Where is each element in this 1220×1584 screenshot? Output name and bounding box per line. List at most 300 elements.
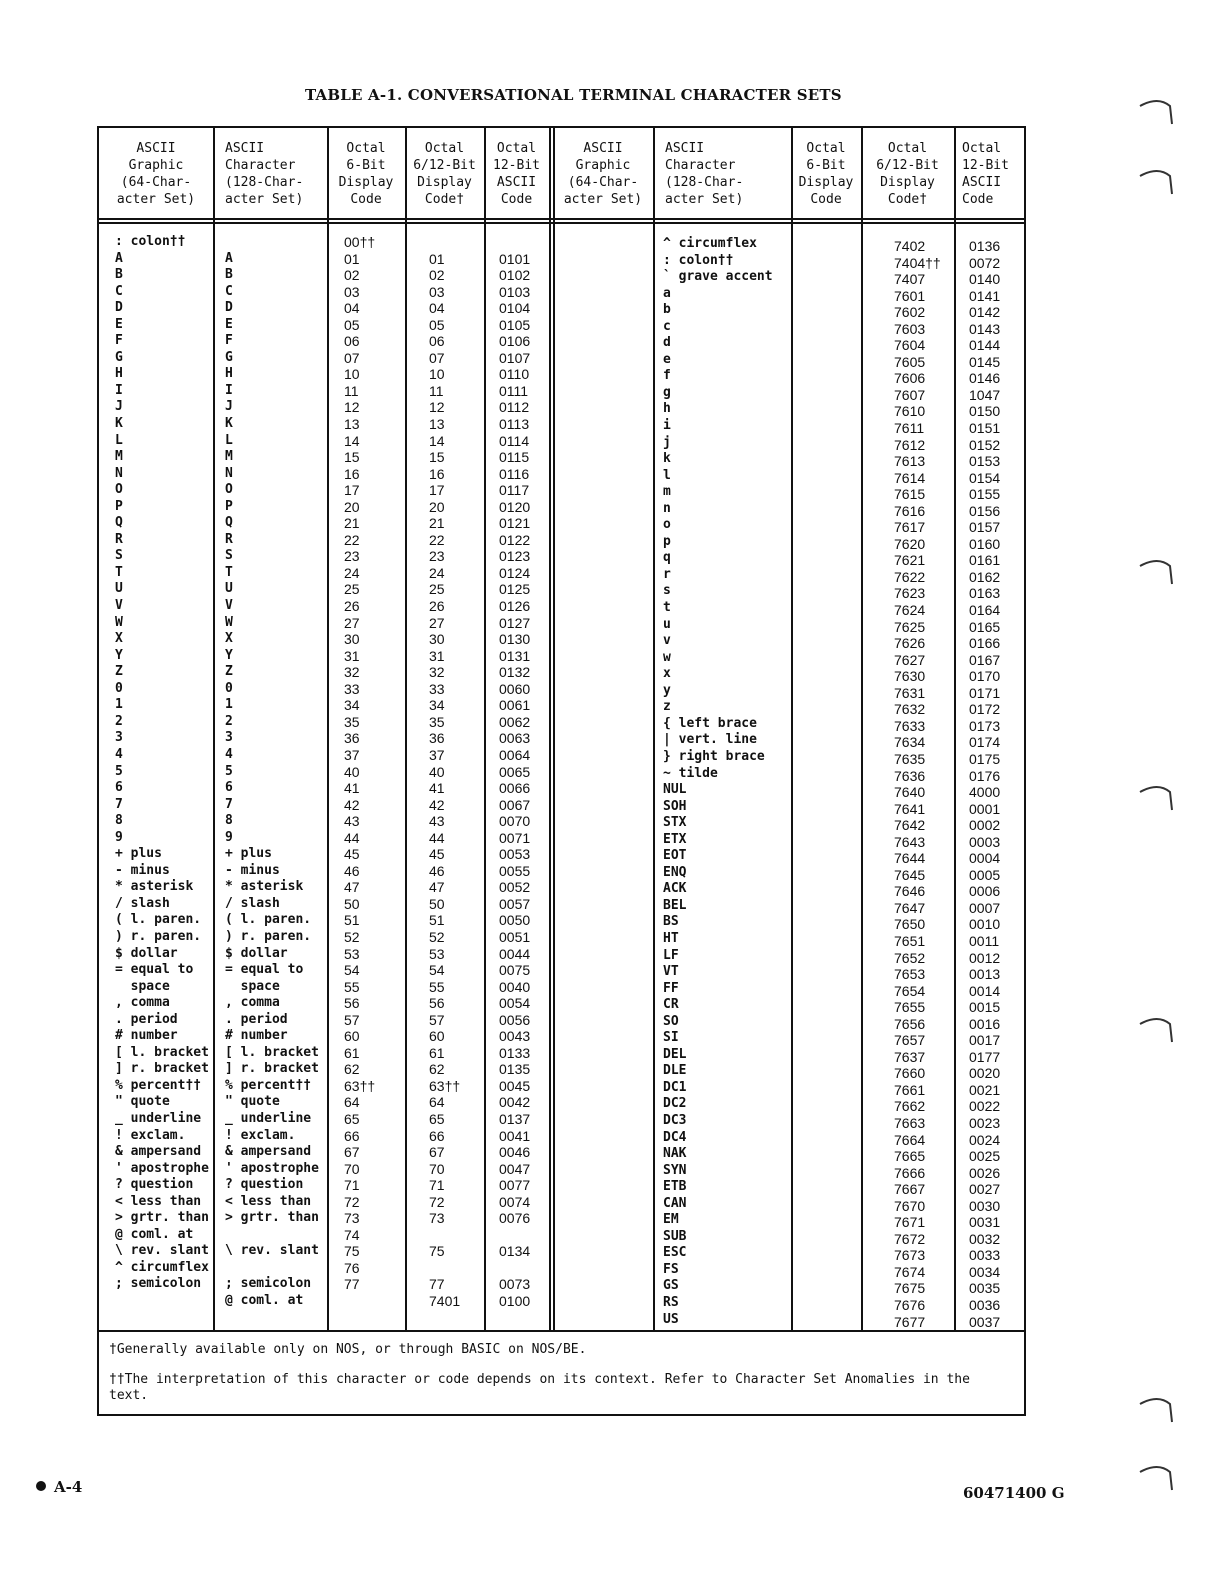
right-display612-cell: 7632 <box>894 701 926 718</box>
right-char128-cell: z <box>663 699 671 715</box>
left-char128-cell: [ l. bracket <box>225 1044 319 1060</box>
right-display612-cell: 7617 <box>894 519 926 536</box>
left-graphic64-cell: * asterisk <box>115 879 194 895</box>
right-display612-cell: 7672 <box>894 1230 926 1247</box>
left-char128-cell: K <box>225 416 233 432</box>
left-char128-cell: ) r. paren. <box>225 928 312 944</box>
left-graphic64-cell: G <box>115 349 123 365</box>
left-graphic64-cell: ; semicolon <box>115 1276 202 1292</box>
left-display612-cell: 30 <box>429 631 445 648</box>
left-graphic64-cell: F <box>115 333 123 349</box>
right-char128-cell: r <box>663 566 671 582</box>
right-display612-cell: 7631 <box>894 684 926 701</box>
left-display6-cell: 24 <box>344 564 360 581</box>
left-ascii12-cell: 0115 <box>499 449 530 466</box>
right-ascii12-cell: 0024 <box>969 1131 1001 1148</box>
left-display612-cell: 43 <box>429 813 445 830</box>
left-char128-cell: D <box>225 300 233 316</box>
right-display612-cell: 7662 <box>894 1098 926 1115</box>
left-display6-cell: 47 <box>344 879 360 896</box>
left-graphic64-cell: ( l. paren. <box>115 912 202 928</box>
left-char128-cell: R <box>225 531 233 547</box>
right-char128-cell: ` grave accent <box>663 269 773 285</box>
right-display612-cell: 7620 <box>894 535 926 552</box>
right-ascii12-cell: 0156 <box>969 502 1001 519</box>
left-display612-cell: 52 <box>429 928 445 945</box>
left-char128-cell: ' apostrophe <box>225 1160 319 1176</box>
left-display6-cell: 12 <box>344 399 360 416</box>
right-display612-cell: 7611 <box>894 420 925 437</box>
right-display612-cell: 7616 <box>894 502 926 519</box>
right-ascii12-cell: 0153 <box>969 453 1001 470</box>
left-ascii12-cell: 0124 <box>499 564 531 581</box>
left-display612-cell: 12 <box>429 399 445 416</box>
right-display612-cell: 7641 <box>894 800 926 817</box>
left-display6-cell: 40 <box>344 763 360 780</box>
right-char128-cell: b <box>663 302 671 318</box>
left-ascii12-cell: 0042 <box>499 1094 531 1111</box>
right-ascii12-cell: 0144 <box>969 337 1001 354</box>
right-ascii12-cell: 0031 <box>969 1214 1001 1231</box>
left-display6-cell: 46 <box>344 862 360 879</box>
left-graphic64-cell: O <box>115 482 123 498</box>
left-display6-cell: 21 <box>344 515 360 532</box>
footnote-double-dagger: ††The interpretation of this character or code depends on its context. Refer to Character Set Anomalies in the text. <box>109 1372 970 1403</box>
left-display6-cell: 73 <box>344 1210 360 1227</box>
left-display612-cell: 66 <box>429 1127 445 1144</box>
left-graphic64-cell: & ampersand <box>115 1144 202 1160</box>
table-title: TABLE A-1. CONVERSATIONAL TERMINAL CHARACTER SETS <box>305 86 842 104</box>
left-char128-cell: P <box>225 498 233 514</box>
left-graphic64-cell: 1 <box>115 697 123 713</box>
left-display6-cell: 75 <box>344 1243 360 1260</box>
left-display612-cell: 42 <box>429 796 445 813</box>
right-ascii12-cell: 0007 <box>969 899 1001 916</box>
left-display612-cell: 17 <box>429 482 445 499</box>
right-ascii12-cell: 0037 <box>969 1313 1001 1330</box>
left-char128-cell: _ underline <box>225 1110 312 1126</box>
left-char128-cell: 9 <box>225 829 233 845</box>
left-display612-cell: 57 <box>429 1011 445 1028</box>
right-display612-cell: 7640 <box>894 784 926 801</box>
left-ascii12-cell: 0127 <box>499 614 531 631</box>
right-ascii12-column <box>969 238 1000 1330</box>
left-display612-cell: 67 <box>429 1144 445 1161</box>
left-char128-cell: / slash <box>225 895 280 911</box>
left-char128-cell: @ coml. at <box>225 1293 304 1308</box>
left-graphic64-cell: 0 <box>115 680 123 696</box>
right-display612-cell: 7635 <box>894 750 926 767</box>
left-char128-cell: C <box>225 283 233 299</box>
left-display612-cell: 36 <box>429 730 445 747</box>
right-char128-cell: STX <box>663 815 687 831</box>
left-display612-cell: 10 <box>429 366 445 383</box>
left-display612-cell: 34 <box>429 697 445 714</box>
left-ascii12-cell: 0041 <box>499 1127 531 1144</box>
left-graphic64-cell: S <box>115 548 123 564</box>
left-display612-cell: 11 <box>429 382 444 399</box>
left-ascii12-cell: 0046 <box>499 1144 531 1161</box>
left-char128-cell: X <box>225 631 233 647</box>
right-ascii12-cell: 0163 <box>969 585 1001 602</box>
left-char128-cell: 8 <box>225 813 233 829</box>
header-octal-6bit-right: Octal 6-Bit Display Code <box>798 141 854 207</box>
left-display6-cell: 37 <box>344 746 360 763</box>
margin-mark-icon <box>1138 1394 1176 1424</box>
right-char128-cell: h <box>663 401 671 417</box>
right-char128-cell: EM <box>663 1212 679 1228</box>
left-char128-cell: O <box>225 482 233 498</box>
left-display6-cell: 20 <box>344 498 360 515</box>
left-char128-cell: ! exclam. <box>225 1127 296 1143</box>
left-display6-cell: 03 <box>344 283 360 300</box>
left-display612-cell: 16 <box>429 465 445 482</box>
right-char128-cell: u <box>663 616 671 632</box>
right-char128-cell: e <box>663 351 671 367</box>
right-char128-cell: NAK <box>663 1146 687 1162</box>
left-graphic64-cell: + plus <box>115 846 162 862</box>
left-display612-cell: 05 <box>429 316 445 333</box>
right-ascii12-cell: 0175 <box>969 750 1001 767</box>
right-char128-column <box>663 236 773 1328</box>
left-display6-cell <box>344 1293 375 1310</box>
left-char128-cell: N <box>225 465 233 481</box>
left-ascii12-cell: 0047 <box>499 1160 531 1177</box>
right-char128-cell: o <box>663 517 671 533</box>
left-char128-cell: F <box>225 333 233 349</box>
left-char128-cell: 5 <box>225 763 233 779</box>
left-display612-cell: 03 <box>429 283 445 300</box>
left-display6-cell: 61 <box>344 1044 360 1061</box>
page-number <box>36 1478 82 1496</box>
left-graphic64-cell: ) r. paren. <box>115 928 202 944</box>
header-octal-6bit: Octal 6-Bit Display Code <box>338 141 394 207</box>
left-ascii12-cell: 0105 <box>499 316 531 333</box>
left-char128-cell: 4 <box>225 746 233 762</box>
left-display6-cell: 36 <box>344 730 360 747</box>
left-char128-cell: S <box>225 548 233 564</box>
right-char128-cell: ~ tilde <box>663 765 718 781</box>
right-display612-cell: 7604 <box>894 337 926 354</box>
left-ascii12-cell: 0054 <box>499 995 531 1012</box>
left-ascii12-cell: 0065 <box>499 763 531 780</box>
right-char128-cell: y <box>663 682 671 698</box>
right-char128-cell: DC2 <box>663 1096 687 1112</box>
right-display612-cell: 7661 <box>894 1081 926 1098</box>
right-display612-cell: 7602 <box>894 304 926 321</box>
left-char128-cell: G <box>225 349 233 365</box>
left-display6-cell: 64 <box>344 1094 360 1111</box>
right-ascii12-cell: 0176 <box>969 767 1001 784</box>
left-display6-cell: 72 <box>344 1193 360 1210</box>
left-display612-cell <box>429 1227 460 1244</box>
right-char128-cell: f <box>663 368 671 384</box>
left-char128-cell: 6 <box>225 780 233 796</box>
right-char128-cell: DC1 <box>663 1079 687 1095</box>
left-ascii12-cell: 0071 <box>499 829 531 846</box>
left-graphic64-cell: [ l. bracket <box>115 1044 209 1060</box>
left-display612-cell: 22 <box>429 531 445 548</box>
right-display612-cell: 7666 <box>894 1164 926 1181</box>
right-char128-cell: l <box>663 467 671 483</box>
left-graphic64-cell: C <box>115 283 123 299</box>
left-display612-cell: 07 <box>429 349 445 366</box>
right-char128-cell: US <box>663 1311 679 1327</box>
left-ascii12-cell: 0043 <box>499 1028 531 1045</box>
left-display6-cell: 32 <box>344 664 360 681</box>
right-ascii12-cell: 0032 <box>969 1230 1001 1247</box>
right-ascii12-cell: 0005 <box>969 866 1001 883</box>
left-display6-column <box>344 234 375 1310</box>
left-char128-cell: & ampersand <box>225 1144 312 1160</box>
left-graphic64-cell: 2 <box>115 713 123 729</box>
left-ascii12-cell: 0126 <box>499 598 531 615</box>
right-ascii12-cell: 0145 <box>969 353 1001 370</box>
right-display612-cell: 7634 <box>894 734 926 751</box>
right-display612-cell: 7603 <box>894 320 926 337</box>
left-display612-cell: 47 <box>429 879 445 896</box>
right-display612-cell: 7654 <box>894 982 926 999</box>
right-ascii12-cell: 0151 <box>969 420 1001 437</box>
right-display612-cell: 7636 <box>894 767 926 784</box>
left-display612-cell: 7401 <box>429 1293 461 1309</box>
right-ascii12-cell: 0167 <box>969 651 1001 668</box>
left-ascii12-cell: 0132 <box>499 664 531 681</box>
right-display612-cell: 7650 <box>894 916 926 933</box>
right-display612-cell: 7621 <box>894 552 926 569</box>
left-char128-cell: I <box>225 382 233 398</box>
right-char128-cell: p <box>663 533 671 549</box>
left-ascii12-cell <box>499 1227 530 1244</box>
left-display6-cell: 57 <box>344 1011 360 1028</box>
left-ascii12-cell: 0070 <box>499 813 531 830</box>
left-ascii12-cell: 0056 <box>499 1011 531 1028</box>
left-ascii12-cell: 0121 <box>499 515 531 532</box>
left-graphic64-cell: % percent†† <box>115 1077 202 1093</box>
left-display612-cell: 63†† <box>429 1077 461 1094</box>
right-display612-cell: 7652 <box>894 949 926 966</box>
right-display612-cell: 7622 <box>894 568 926 585</box>
left-char128-cell: < less than <box>225 1193 312 1209</box>
right-ascii12-cell: 0026 <box>969 1164 1001 1181</box>
right-display612-cell: 7645 <box>894 866 926 883</box>
left-display6-cell: 14 <box>344 432 360 449</box>
left-display612-cell <box>429 234 460 251</box>
left-graphic64-cell: T <box>115 564 123 580</box>
right-ascii12-cell: 0001 <box>969 800 1001 817</box>
left-display6-cell: 25 <box>344 581 360 598</box>
right-ascii12-cell: 0020 <box>969 1065 1001 1082</box>
right-char128-cell: s <box>663 583 671 599</box>
left-char128-cell: U <box>225 581 233 597</box>
left-char128-cell: " quote <box>225 1094 280 1110</box>
right-char128-cell: ^ circumflex <box>663 236 757 251</box>
right-display612-cell: 7610 <box>894 403 926 420</box>
left-char128-cell: * asterisk <box>225 879 304 895</box>
right-display612-cell: 7614 <box>894 469 926 486</box>
left-ascii12-column <box>499 234 530 1310</box>
left-display612-cell: 65 <box>429 1110 445 1127</box>
left-graphic64-cell: ? question <box>115 1177 194 1193</box>
left-graphic64-cell: 6 <box>115 780 123 796</box>
right-char128-cell: DC4 <box>663 1129 687 1145</box>
left-char128-cell: L <box>225 432 233 448</box>
left-char128-cell: + plus <box>225 846 272 862</box>
left-display6-cell: 22 <box>344 531 360 548</box>
left-ascii12-cell: 0062 <box>499 713 531 730</box>
left-char128-cell: M <box>225 449 233 465</box>
left-display612-cell: 32 <box>429 664 445 681</box>
left-char128-cell <box>225 1227 319 1244</box>
left-display612-cell: 56 <box>429 995 445 1012</box>
left-char128-cell: 1 <box>225 697 233 713</box>
right-char128-cell: RS <box>663 1295 679 1310</box>
left-display6-cell: 56 <box>344 995 360 1012</box>
left-char128-cell: W <box>225 614 233 630</box>
right-ascii12-cell: 0014 <box>969 982 1001 999</box>
left-display6-cell: 11 <box>344 382 359 399</box>
right-char128-cell: m <box>663 484 671 500</box>
left-char128-cell: \ rev. slant <box>225 1243 319 1259</box>
left-display612-cell: 40 <box>429 763 445 780</box>
left-display612-cell: 77 <box>429 1276 445 1293</box>
left-display6-cell: 31 <box>344 647 360 664</box>
right-ascii12-cell: 0174 <box>969 734 1001 751</box>
header-octal-12bit-right: Octal 12-Bit ASCII Code <box>962 141 1009 207</box>
left-char128-cell: H <box>225 366 233 382</box>
left-graphic64-cell: M <box>115 449 123 465</box>
left-display612-cell: 14 <box>429 432 445 449</box>
left-display612-cell: 45 <box>429 846 445 863</box>
left-display612-cell <box>429 1260 460 1277</box>
character-set-table <box>97 126 1026 1416</box>
left-char128-cell <box>225 234 319 251</box>
footnote-dagger: †Generally available only on NOS, or through BASIC on NOS/BE. <box>109 1342 587 1357</box>
right-display612-cell: 7623 <box>894 585 926 602</box>
right-ascii12-cell: 0004 <box>969 850 1001 867</box>
left-graphic64-cell: ^ circumflex <box>115 1259 209 1275</box>
right-char128-cell: CAN <box>663 1195 687 1211</box>
left-display612-cell: 50 <box>429 895 445 912</box>
right-display612-cell: 7612 <box>894 436 926 453</box>
left-display6-cell: 65 <box>344 1110 360 1127</box>
left-display6-cell: 04 <box>344 300 360 317</box>
margin-mark-icon <box>1138 96 1176 126</box>
left-display6-cell: 53 <box>344 945 360 962</box>
left-ascii12-cell: 0106 <box>499 333 531 350</box>
right-char128-cell: DEL <box>663 1046 687 1062</box>
right-char128-cell: BS <box>663 914 679 930</box>
left-ascii12-cell: 0134 <box>499 1243 531 1260</box>
left-display6-cell: 77 <box>344 1276 360 1293</box>
left-char128-cell: # number <box>225 1028 288 1044</box>
left-ascii12-cell: 0045 <box>499 1077 531 1094</box>
left-graphic64-cell: E <box>115 316 123 332</box>
left-graphic64-cell: # number <box>115 1028 178 1044</box>
right-char128-cell: ACK <box>663 881 687 897</box>
left-ascii12-cell: 0100 <box>499 1293 531 1309</box>
left-display6-cell: 41 <box>344 780 360 797</box>
margin-mark-icon <box>1138 556 1176 586</box>
left-display6-cell: 45 <box>344 846 360 863</box>
margin-mark-icon <box>1138 1462 1176 1492</box>
left-display6-cell: 67 <box>344 1144 360 1161</box>
right-char128-cell: GS <box>663 1278 679 1294</box>
right-ascii12-cell: 0150 <box>969 403 1001 420</box>
left-graphic64-cell: , comma <box>115 995 170 1011</box>
left-graphic64-cell: - minus <box>115 862 170 878</box>
left-ascii12-cell: 0113 <box>499 416 530 433</box>
left-graphic64-cell: R <box>115 531 123 547</box>
left-ascii12-cell: 0133 <box>499 1044 531 1061</box>
left-graphic64-cell: 7 <box>115 796 123 812</box>
left-char128-cell: = equal to <box>225 962 304 978</box>
left-ascii12-cell: 0052 <box>499 879 531 896</box>
header-ascii-graphic-64: ASCII Graphic (64-Char- acter Set) <box>116 141 196 207</box>
left-ascii12-cell: 0073 <box>499 1276 531 1293</box>
left-display6-cell: 42 <box>344 796 360 813</box>
right-display612-cell: 7677 <box>894 1313 926 1330</box>
right-char128-cell: j <box>663 434 671 450</box>
left-graphic64-cell: N <box>115 465 123 481</box>
left-display612-cell: 60 <box>429 1028 445 1045</box>
left-ascii12-cell: 0107 <box>499 349 531 366</box>
left-char128-cell: 2 <box>225 713 233 729</box>
left-display6-cell: 70 <box>344 1160 360 1177</box>
right-ascii12-cell: 0002 <box>969 817 1001 834</box>
right-ascii12-cell: 0022 <box>969 1098 1001 1115</box>
left-graphic64-cell: . period <box>115 1011 178 1027</box>
left-display6-cell: 10 <box>344 366 360 383</box>
left-ascii12-cell: 0101 <box>499 250 531 267</box>
left-display6-cell: 51 <box>344 912 360 929</box>
left-display612-cell: 51 <box>429 912 445 929</box>
right-char128-cell: x <box>663 666 671 682</box>
right-ascii12-cell: 0172 <box>969 701 1001 718</box>
right-ascii12-cell: 0155 <box>969 486 1001 503</box>
right-char128-cell: NUL <box>663 782 687 798</box>
right-display612-cell: 7647 <box>894 899 926 916</box>
right-ascii12-cell: 0171 <box>969 684 1001 701</box>
left-graphic64-cell: ' apostrophe <box>115 1160 209 1176</box>
right-ascii12-cell: 0023 <box>969 1114 1001 1131</box>
header-octal-612bit-right: Octal 6/12-Bit Display Code† <box>876 141 939 207</box>
left-display6-cell: 17 <box>344 482 360 499</box>
left-char128-cell: space <box>225 978 280 994</box>
left-ascii12-cell: 0120 <box>499 498 531 515</box>
left-ascii12-cell: 0067 <box>499 796 531 813</box>
right-display612-cell: 7676 <box>894 1297 926 1313</box>
right-char128-cell: t <box>663 600 671 616</box>
left-display6-cell: 54 <box>344 962 360 979</box>
left-char128-column <box>225 234 319 1310</box>
right-ascii12-cell: 0017 <box>969 1032 1001 1049</box>
left-graphic64-cell: B <box>115 267 123 283</box>
left-graphic64-cell: J <box>115 399 123 415</box>
left-display6-cell: 66 <box>344 1127 360 1144</box>
left-graphic64-cell: @ coml. at <box>115 1226 194 1242</box>
left-ascii12-cell: 0102 <box>499 267 531 284</box>
right-ascii12-cell: 0015 <box>969 999 1001 1016</box>
right-ascii12-cell: 0154 <box>969 469 1001 486</box>
right-char128-cell: i <box>663 418 671 434</box>
left-graphic64-cell: V <box>115 598 123 614</box>
left-display6-cell: 74 <box>344 1226 360 1243</box>
right-ascii12-cell: 0016 <box>969 1015 1001 1032</box>
left-display612-cell: 41 <box>429 780 445 797</box>
left-display6-cell: 52 <box>344 928 360 945</box>
right-display612-cell: 7665 <box>894 1148 926 1165</box>
